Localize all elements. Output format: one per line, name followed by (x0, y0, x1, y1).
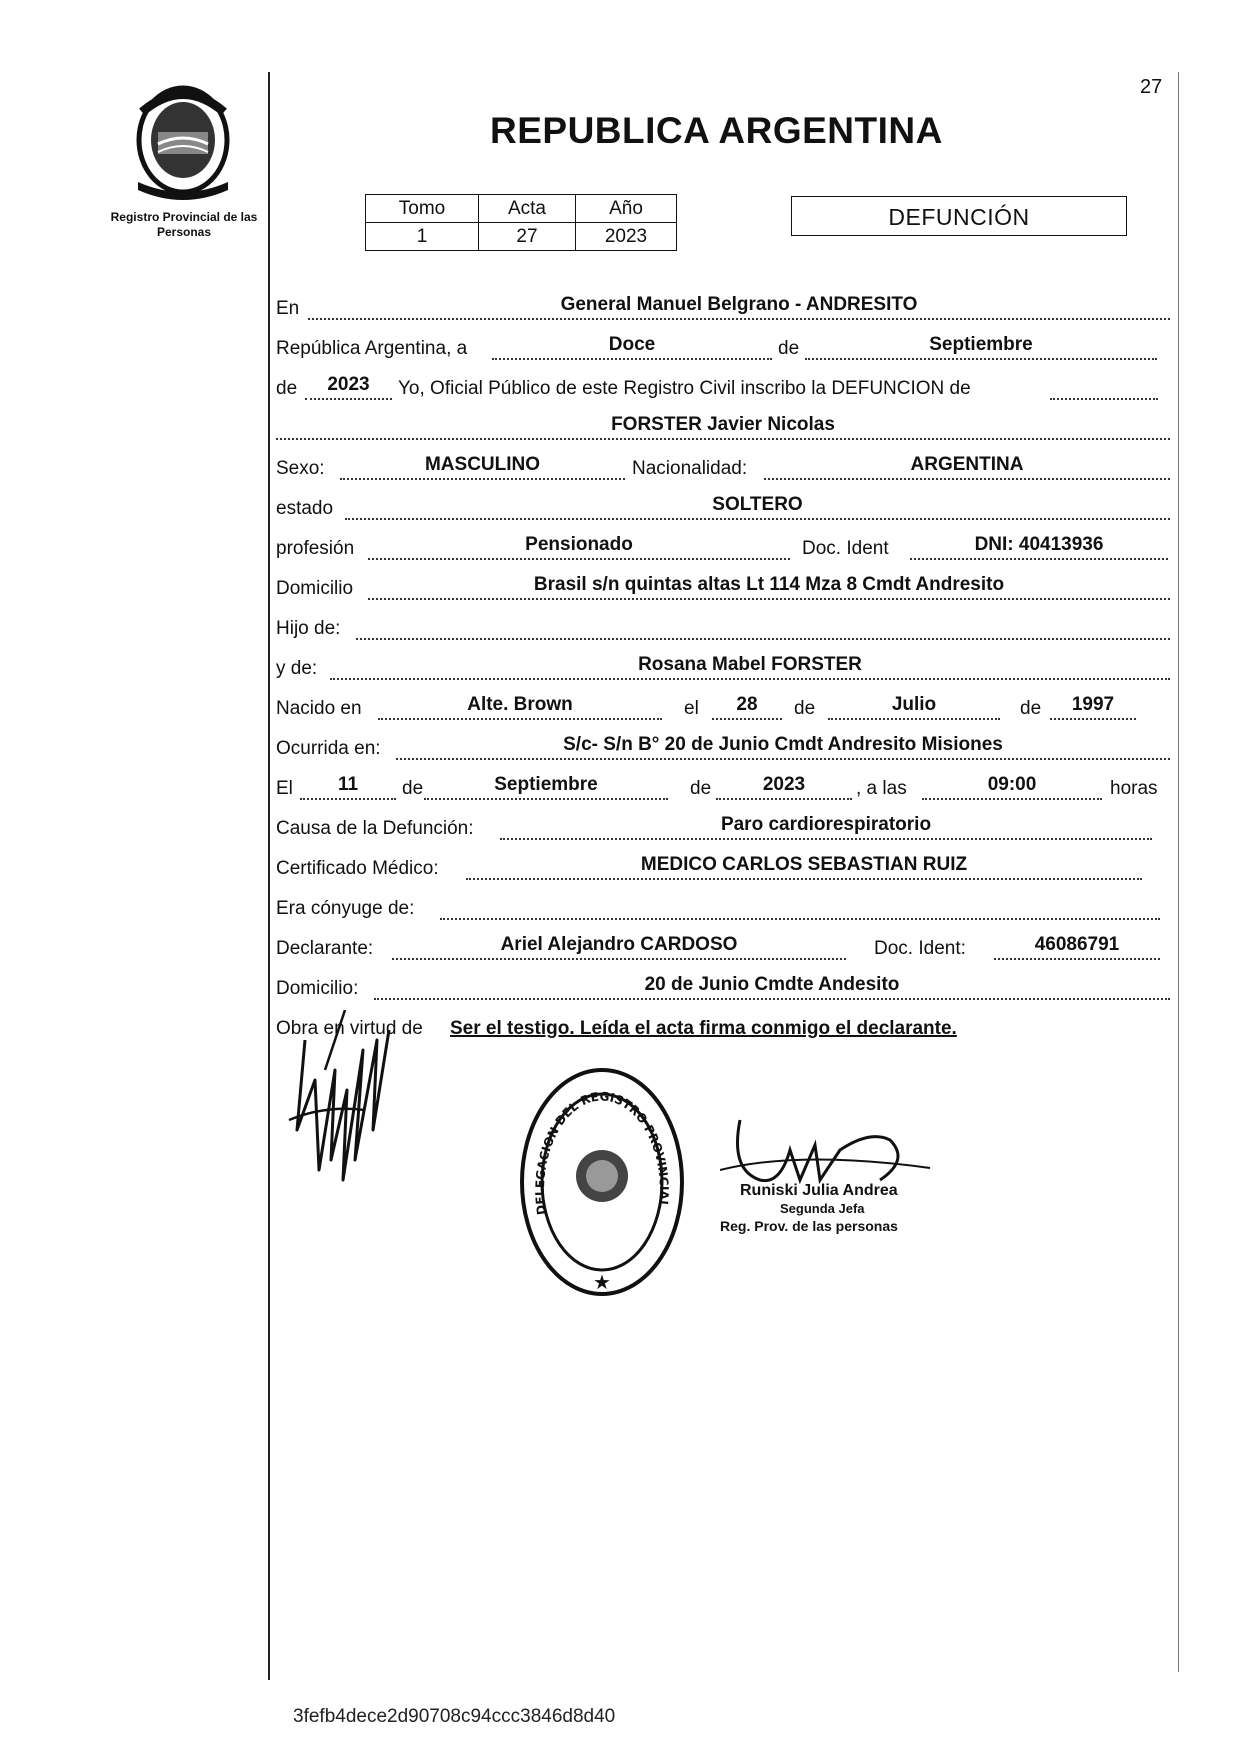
en-label: En (276, 298, 300, 319)
header-anio: Año (576, 195, 677, 223)
header-tomo: Tomo (366, 195, 479, 223)
place-field: General Manuel Belgrano - ANDRESITO (308, 294, 1170, 320)
republica-label: República Argentina, a (276, 338, 468, 359)
causa-field: Paro cardiorespiratorio (500, 814, 1152, 840)
obra-label: Obra en virtud de (276, 1018, 423, 1039)
nacido-lugar-field: Alte. Brown (378, 694, 662, 720)
obra-text: Ser el testigo. Leída el acta firma conmigo el declarante. (450, 1018, 957, 1039)
fallec-de-label-2: de (690, 778, 712, 799)
decl-dom-label: Domicilio: (276, 978, 359, 999)
registry-label: Registro Provincial de las Personas (110, 210, 258, 239)
estado-label: estado (276, 498, 334, 519)
profesion-field: Pensionado (368, 534, 790, 560)
domicilio-field: Brasil s/n quintas altas Lt 114 Mza 8 Cmdt Andresito (368, 574, 1170, 600)
hora-field: 09:00 (922, 774, 1102, 800)
nacido-de-label-1: de (794, 698, 816, 719)
y-de-label: y de: (276, 658, 318, 679)
record-index-table (365, 194, 677, 251)
nacido-anio-field: 1997 (1050, 694, 1136, 720)
left-margin-rule (268, 72, 270, 1680)
el-label: el (684, 698, 699, 719)
provincial-seal-logo (128, 82, 238, 200)
fallec-anio-field: 2023 (716, 774, 852, 800)
value-anio: 2023 (576, 223, 677, 251)
conyuge-label: Era cónyuge de: (276, 898, 415, 919)
fallec-mes-field: Septiembre (424, 774, 668, 800)
officer-trailing-field (1050, 374, 1158, 400)
decl-doc-field: 46086791 (994, 934, 1160, 960)
value-tomo: 1 (366, 223, 479, 251)
decl-dom-field: 20 de Junio Cmdte Andesito (374, 974, 1170, 1000)
nacido-dia-field: 28 (712, 694, 782, 720)
causa-label: Causa de la Defunción: (276, 818, 474, 839)
estado-field: SOLTERO (345, 494, 1170, 520)
year-field: 2023 (305, 374, 392, 400)
official-stamp (516, 1064, 688, 1300)
day-words-field: Doce (492, 334, 772, 360)
declarante-label: Declarante: (276, 938, 374, 959)
officer-text: Yo, Oficial Público de este Registro Civil inscribo la DEFUNCION de (398, 378, 971, 399)
stamp-outer-text: DELEGACION DEL REGISTRO PROVINCIAL (532, 1089, 672, 1216)
de-label-2: de (276, 378, 298, 399)
profesion-label: profesión (276, 538, 355, 559)
nacido-de-label-2: de (1020, 698, 1042, 719)
page-number: 27 (1140, 76, 1163, 98)
madre-field: Rosana Mabel FORSTER (330, 654, 1170, 680)
nacido-mes-field: Julio (828, 694, 1000, 720)
official-role: Segunda Jefa (780, 1201, 865, 1216)
declarante-field: Ariel Alejandro CARDOSO (392, 934, 846, 960)
nacido-label: Nacido en (276, 698, 362, 719)
doc-ident-field: DNI: 40413936 (910, 534, 1168, 560)
de-label-1: de (778, 338, 800, 359)
El-label: El (276, 778, 293, 799)
alas-label: , a las (856, 778, 907, 799)
official-office: Reg. Prov. de las personas (720, 1218, 898, 1234)
deceased-name-field: FORSTER Javier Nicolas (276, 414, 1170, 440)
ocurrida-label: Ocurrida en: (276, 738, 381, 759)
header-acta: Acta (479, 195, 576, 223)
hijo-field (356, 614, 1170, 640)
certificado-label: Certificado Médico: (276, 858, 439, 879)
certificado-field: MEDICO CARLOS SEBASTIAN RUIZ (466, 854, 1142, 880)
declarant-signature (285, 1010, 415, 1200)
conyuge-field (440, 894, 1160, 920)
ocurrida-field: S/c- S/n B° 20 de Junio Cmdt Andresito Misiones (396, 734, 1170, 760)
nacionalidad-label: Nacionalidad: (632, 458, 748, 479)
sexo-field: MASCULINO (340, 454, 625, 480)
document-title: REPUBLICA ARGENTINA (490, 110, 943, 151)
doc-ident-label: Doc. Ident (802, 538, 889, 559)
right-margin-rule (1178, 72, 1179, 1672)
nacionalidad-field: ARGENTINA (764, 454, 1170, 480)
fallec-dia-field: 11 (300, 774, 396, 800)
month-field: Septiembre (805, 334, 1157, 360)
domicilio-label: Domicilio (276, 578, 354, 599)
sexo-label: Sexo: (276, 458, 325, 479)
record-type-box: DEFUNCIÓN (791, 196, 1127, 236)
document-hash: 3fefb4dece2d90708c94ccc3846d8d40 (293, 1706, 616, 1727)
decl-doc-label: Doc. Ident: (874, 938, 966, 959)
official-name: Runiski Julia Andrea (740, 1182, 898, 1199)
hijo-label: Hijo de: (276, 618, 341, 639)
fallec-de-label-1: de (402, 778, 424, 799)
svg-text:★: ★ (593, 1272, 611, 1294)
horas-label: horas (1110, 778, 1158, 799)
value-acta: 27 (479, 223, 576, 251)
